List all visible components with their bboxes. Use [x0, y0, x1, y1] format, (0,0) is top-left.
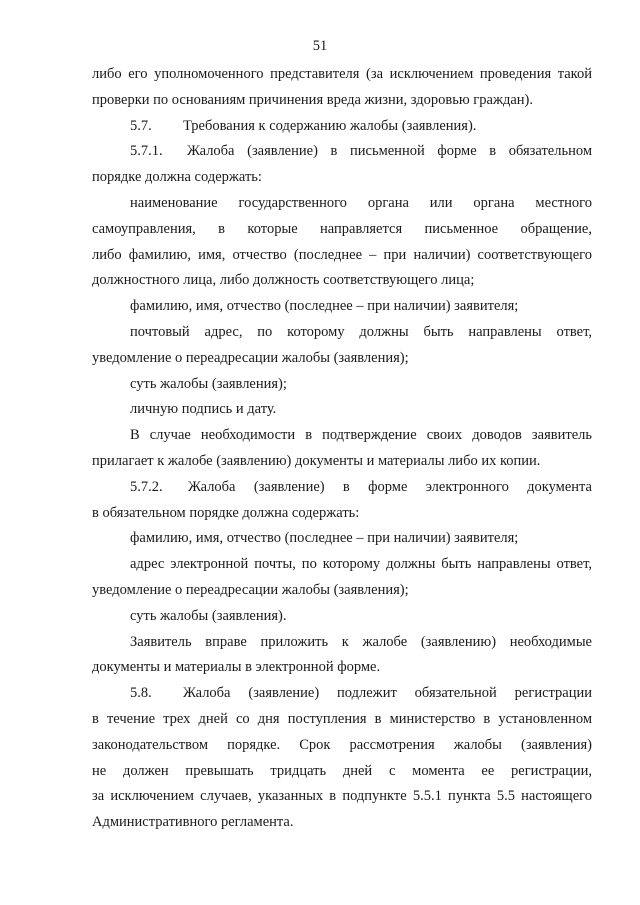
text-line: личную подпись и дату.	[130, 401, 277, 418]
text-line: в течение трех дней со дня поступления в министерство в установленном	[92, 710, 592, 727]
section-number: 5.7.1.	[130, 143, 163, 160]
text-line: Жалоба (заявление) в письменной форме в обязательном	[187, 143, 592, 160]
document-body	[92, 62, 592, 836]
text-line: фамилию, имя, отчество (последнее – при наличии) заявителя;	[130, 298, 519, 315]
text-line: в обязательном порядке должна содержать:	[92, 504, 360, 521]
text-line: почтовый адрес, по которому должны быть направлены ответ,	[130, 323, 592, 340]
text-line: законодательством порядке. Срок рассмотрения жалобы (заявления)	[92, 736, 592, 753]
page-number: 51	[312, 38, 328, 54]
text-line: Заявитель вправе приложить к жалобе (заявлению) необходимые	[130, 633, 592, 650]
section-title: Требования к содержанию жалобы (заявления).	[183, 117, 477, 134]
text-line: за исключением случаев, указанных в подпункте 5.5.1 пункта 5.5 настоящего	[92, 788, 592, 805]
text-line: либо его уполномоченного представителя (за исключением проведения такой	[92, 66, 592, 82]
text-line: либо фамилию, имя, отчество (последнее – при наличии) соответствующего	[92, 246, 592, 263]
paragraph-5-7-1-first-line	[92, 139, 592, 165]
text-line: порядке должна содержать:	[92, 169, 262, 186]
text-line: Административного регламента.	[92, 814, 294, 831]
text-line: уведомление о переадресации жалобы (заявления);	[92, 581, 409, 598]
paragraph-5-7-2-first-line	[92, 475, 592, 501]
text-line: Жалоба (заявление) подлежит обязательной регистрации	[183, 685, 592, 702]
text-line: проверки по основаниям причинения вреда жизни, здоровью граждан).	[92, 91, 533, 108]
text-line: должностного лица, либо должность соответствующего лица;	[92, 272, 475, 289]
text-line: уведомление о переадресации жалобы (заявления);	[92, 349, 409, 366]
section-number: 5.7.2.	[130, 478, 163, 495]
text-line: прилагает к жалобе (заявлению) документы и материалы либо их копии.	[92, 452, 541, 469]
text-line: суть жалобы (заявления);	[130, 375, 287, 392]
text-line: суть жалобы (заявления).	[130, 607, 287, 624]
text-line: адрес электронной почты, по которому должны быть направлены ответ,	[130, 556, 592, 573]
text-line: фамилию, имя, отчество (последнее – при наличии) заявителя;	[130, 530, 519, 547]
text-line: документы и материалы в электронной форме.	[92, 659, 381, 676]
text-line: Жалоба (заявление) в форме электронного документа	[188, 478, 592, 495]
section-number: 5.7.	[130, 117, 152, 134]
text-line: не должен превышать тридцать дней с момента ее регистрации,	[92, 762, 592, 779]
text-line: самоуправления, в которые направляется письменное обращение,	[92, 220, 592, 237]
section-heading-5-7	[92, 114, 592, 140]
paragraph-5-8-first-line	[92, 681, 592, 707]
section-number: 5.8.	[130, 685, 152, 702]
text-line: В случае необходимости в подтверждение своих доводов заявитель	[130, 427, 592, 444]
text-line: наименование государственного органа или органа местного	[130, 194, 592, 211]
